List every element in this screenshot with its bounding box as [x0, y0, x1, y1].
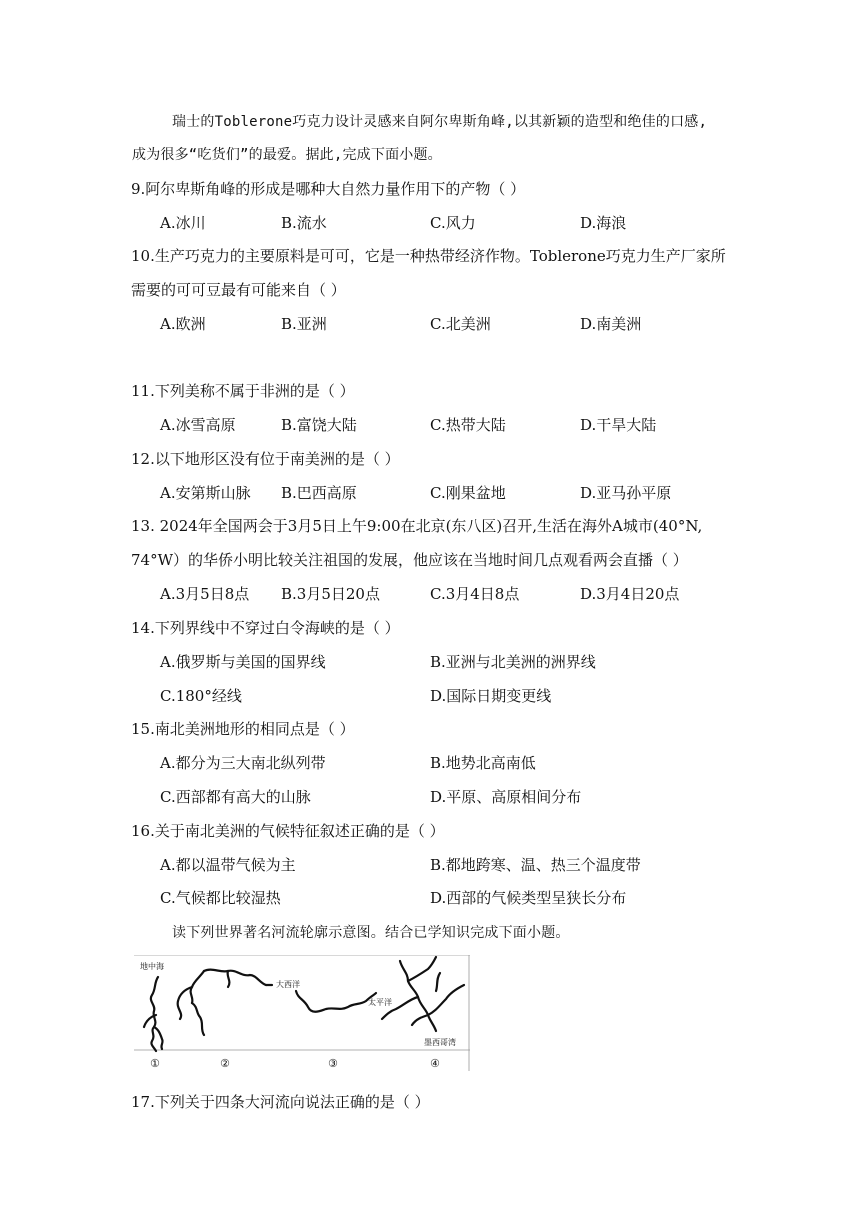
question-13-option-a: A.3月5日8点: [160, 585, 250, 603]
river-outline-svg: [134, 955, 470, 1071]
question-10-stem-cont: 需要的可可豆最有可能来自（ ）: [131, 281, 346, 299]
question-13-option-b: B.3月5日20点: [281, 585, 380, 603]
river-number-4: ④: [430, 1057, 440, 1070]
question-14-option-a: A.俄罗斯与美国的国界线: [160, 653, 326, 671]
question-10-option-b: B.亚洲: [281, 315, 327, 333]
label-pacific: 太平洋: [368, 998, 392, 1007]
question-16-option-d: D.西部的气候类型呈狭长分布: [430, 889, 627, 907]
question-9-stem: 9.阿尔卑斯角峰的形成是哪种大自然力量作用下的产物（ ）: [131, 180, 526, 198]
question-14-option-c: C.180°经线: [160, 687, 242, 705]
river-1-outline: [144, 977, 163, 1051]
question-17-stem: 17.下列关于四条大河流向说法正确的是（ ）: [131, 1093, 430, 1111]
river-4-outline: [382, 957, 464, 1031]
question-15-option-d: D.平原、高原相间分布: [430, 788, 582, 806]
question-10-option-d: D.南美洲: [580, 315, 642, 333]
question-11-option-b: B.富饶大陆: [281, 416, 357, 434]
question-11-option-d: D.干旱大陆: [580, 416, 657, 434]
intro-line-1: 瑞士的Toblerone巧克力设计灵感来自阿尔卑斯角峰,以其新颖的造型和绝佳的口感,: [172, 114, 708, 130]
question-9-option-a: A.冰川: [160, 214, 206, 232]
label-atlantic: 大西洋: [276, 980, 300, 989]
question-10-option-a: A.欧洲: [160, 315, 206, 333]
river-number-2: ②: [220, 1057, 230, 1070]
question-9-option-d: D.海浪: [580, 214, 627, 232]
question-14-option-b: B.亚洲与北美洲的洲界线: [430, 653, 596, 671]
question-15-stem: 15.南北美洲地形的相同点是（ ）: [131, 720, 355, 738]
question-9-option-c: C.风力: [430, 214, 476, 232]
question-9-option-b: B.流水: [281, 214, 327, 232]
label-gulf-of-mexico: 墨西哥湾: [424, 1038, 456, 1047]
question-12-option-b: B.巴西高原: [281, 484, 357, 502]
river-3-outline: [296, 991, 376, 1012]
question-12-option-d: D.亚马孙平原: [580, 484, 672, 502]
question-11-option-a: A.冰雪高原: [160, 416, 236, 434]
question-16-option-c: C.气候都比较湿热: [160, 889, 281, 907]
question-10-stem: 10.生产巧克力的主要原料是可可，它是一种热带经济作物。Toblerone巧克力生产厂家所: [131, 247, 726, 265]
question-13-stem: 13. 2024年全国两会于3月5日上午9:00在北京(东八区)召开,生活在海外A城市(40°N,: [131, 517, 703, 535]
question-11-option-c: C.热带大陆: [430, 416, 506, 434]
intro-line-2: 成为很多“吃货们”的最爱。据此,完成下面小题。: [132, 147, 442, 163]
river-number-3: ③: [328, 1057, 338, 1070]
question-16-option-a: A.都以温带气候为主: [160, 856, 296, 874]
question-13-option-c: C.3月4日8点: [430, 585, 520, 603]
question-10-option-c: C.北美洲: [430, 315, 491, 333]
question-15-option-a: A.都分为三大南北纵列带: [160, 754, 326, 772]
question-14-stem: 14.下列界线中不穿过白令海峡的是（ ）: [131, 619, 400, 637]
question-13-option-d: D.3月4日20点: [580, 585, 680, 603]
river-number-1: ①: [150, 1057, 160, 1070]
river-2-outline: [178, 970, 272, 1035]
label-mediterranean: 地中海: [140, 962, 164, 971]
question-12-stem: 12.以下地形区没有位于南美洲的是（ ）: [131, 450, 400, 468]
question-16-stem: 16.关于南北美洲的气候特征叙述正确的是（ ）: [131, 822, 445, 840]
question-15-option-b: B.地势北高南低: [430, 754, 536, 772]
river-outline-figure: [134, 955, 470, 1071]
question-12-option-a: A.安第斯山脉: [160, 484, 251, 502]
question-14-option-d: D.国际日期变更线: [430, 687, 552, 705]
intro-2: 读下列世界著名河流轮廓示意图。结合已学知识完成下面小题。: [172, 925, 570, 941]
question-15-option-c: C.西部都有高大的山脉: [160, 788, 311, 806]
question-13-stem-cont: 74°W）的华侨小明比较关注祖国的发展，他应该在当地时间几点观看两会直播（ ）: [131, 551, 688, 569]
question-12-option-c: C.刚果盆地: [430, 484, 506, 502]
question-11-stem: 11.下列美称不属于非洲的是（ ）: [131, 382, 355, 400]
question-16-option-b: B.都地跨寒、温、热三个温度带: [430, 856, 641, 874]
